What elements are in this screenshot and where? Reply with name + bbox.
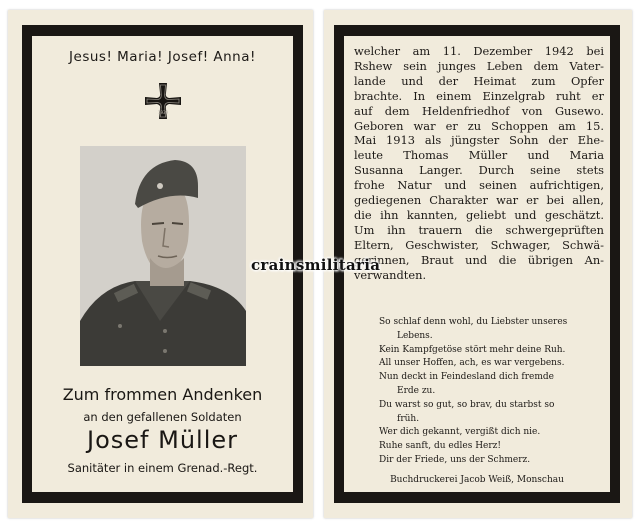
body-line: die ihn kannten, geliebt und geschätzt.: [354, 207, 604, 222]
body-line: Geboren war er zu Schoppen am 15.: [354, 118, 604, 133]
iron-cross-icon: [143, 81, 183, 121]
rank-unit: Sanitäter in einem Grenad.-Regt.: [67, 461, 258, 475]
body-line: Rshew sein junges Leben dem Vater-: [354, 58, 604, 73]
body-line: gediegenen Charakter war er bei allen,: [354, 193, 604, 208]
body-line: Um ihn trauern die schwergeprüften: [354, 222, 604, 237]
body-line: leute Thomas Müller und Maria: [354, 148, 604, 163]
body-line: Susanna Langer. Durch seine stets: [354, 163, 604, 178]
body-line: verwandten.: [354, 267, 427, 282]
memorial-title: Zum frommen Andenken: [62, 385, 263, 404]
obituary-text: [354, 44, 604, 283]
poem-line: Du warst so gut, so brav, du starbst so: [379, 399, 555, 410]
memorial-poem: [379, 316, 606, 468]
cross-year: 1939: [157, 110, 168, 115]
printer-imprint: Buchdruckerei Jacob Weiß, Monschau: [390, 475, 564, 485]
body-line: frohe Natur und seinen aufrichtigen,: [354, 178, 604, 193]
poem-line: Wer dich gekannt, vergißt dich nie.: [379, 427, 541, 438]
poem-line: Nun deckt in Feindesland dich fremde: [379, 372, 554, 383]
body-line: Eltern, Geschwister, Schwager, Schwä-: [354, 237, 604, 252]
poem-line: Lebens.: [397, 330, 433, 341]
soldier-name: Josef Müller: [87, 426, 238, 454]
poem-line: Kein Kampfgetöse stört mehr deine Ruh.: [379, 344, 566, 355]
poem-line: All unser Hoffen, ach, es war vergebens.: [379, 358, 565, 369]
poem-line: Ruhe sanft, du edles Herz!: [379, 441, 502, 452]
body-line: welcher am 11. Dezember 1942 bei: [354, 44, 604, 58]
body-line: Mai 1913 als jüngster Sohn der Ehe-: [354, 133, 604, 148]
header-prayer: Jesus! Maria! Josef! Anna!: [69, 49, 256, 65]
memorial-subtitle: an den gefallenen Soldaten: [83, 410, 242, 424]
body-line: auf dem Heldenfriedhof von Gusewo.: [354, 103, 604, 118]
poem-line: Erde zu.: [397, 385, 436, 396]
watermark-text: crainsmilitaria: [251, 256, 381, 274]
poem-line: früh.: [397, 413, 420, 424]
poem-line: So schlaf denn wohl, du Liebster unseres: [379, 317, 568, 327]
soldier-portrait-photo: [80, 146, 246, 366]
poem-line: Dir der Friede, uns der Schmerz.: [379, 454, 531, 465]
body-line: gerinnen, Braut und die übrigen An-: [354, 252, 604, 267]
body-line: lande und der Heimat zum Opfer: [354, 73, 604, 88]
body-line: brachte. In einem Einzelgrab ruht er: [354, 88, 604, 103]
